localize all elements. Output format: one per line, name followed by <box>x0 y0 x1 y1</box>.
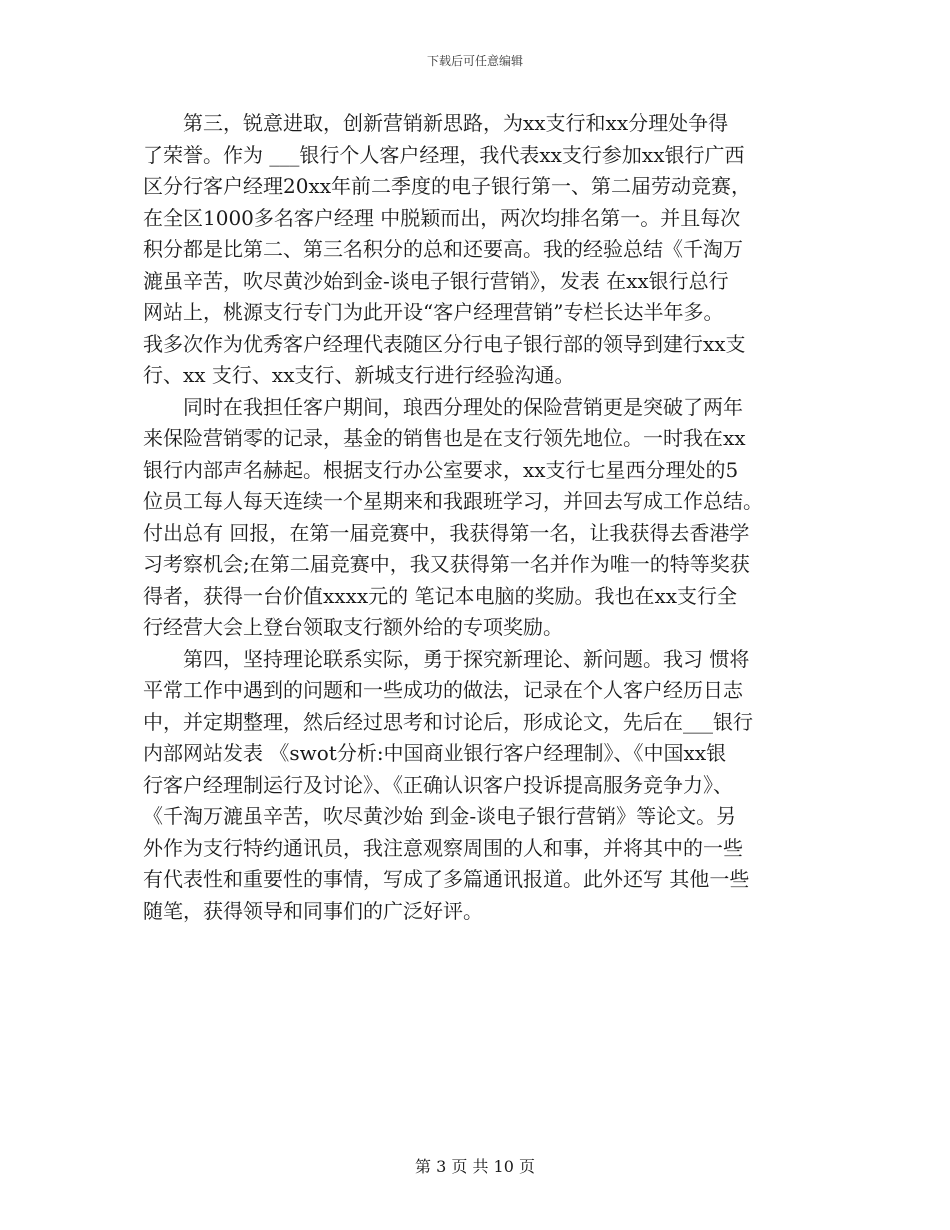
text-line: 同时在我担任客户期间，琅西分理处的保险营销更是突破了两年 <box>143 394 743 419</box>
text-line: 行经营大会上登台领取支行额外给的专项奖励。 <box>143 615 563 639</box>
text-line: 来保险营销零的记录，基金的销售也是在支行领先地位。一时我在xx <box>143 426 746 450</box>
text-line: 积分都是比第二、第三名积分的总和还要高。我的经验总结《千淘万 <box>143 237 743 261</box>
text-line: 得者，获得一台价值xxxx元的 笔记本电脑的奖励。我也在xx支行全 <box>143 583 738 608</box>
text-line: 银行内部声名赫起。根据支行办公室要求，xx支行七星西分理处的5 <box>143 457 739 482</box>
text-line: 中，并定期整理，然后经过思考和讨论后，形成论文，先后在___银行 <box>143 709 753 734</box>
text-line: 在全区1000多名客户经理 中脱颖而出，两次均排名第一。并且每次 <box>143 205 741 230</box>
body-text <box>143 108 813 927</box>
text-line: 随笔，获得领导和同事们的广泛好评。 <box>143 898 483 923</box>
text-line: 外作为支行特约通讯员，我注意观察周围的人和事，并将其中的一些 <box>143 835 743 860</box>
text-line: 《千淘万漉虽辛苦，吹尽黄沙始 到金-谈电子银行营销》等论文。另 <box>143 804 737 828</box>
text-line: 漉虽辛苦，吹尽黄沙始到金-谈电子银行营销》，发表 在xx银行总行 <box>143 268 729 293</box>
text-line: 有代表性和重要性的事情，写成了多篇通讯报道。此外还写 其他一些 <box>143 867 750 891</box>
text-line: 第三，锐意进取，创新营销新思路，为xx支行和xx分理处争得 <box>143 111 729 135</box>
text-line: 位员工每人每天连续一个星期来和我跟班学习，并回去写成工作总结。 <box>143 489 763 513</box>
text-line: 行、xx 支行、xx支行、新城支行进行经验沟通。 <box>143 363 575 387</box>
text-line: 习考察机会;在第二届竞赛中，我又获得第一名并作为唯一的特等奖获 <box>143 552 750 576</box>
text-line: 区分行客户经理20xx年前二季度的电子银行第一、第二届劳动竞赛， <box>143 174 752 198</box>
text-line: 了荣誉。作为 ___银行个人客户经理，我代表xx支行参加xx银行广西 <box>143 142 745 167</box>
page-number-footer: 第 3 页 共 10 页 <box>415 1157 535 1176</box>
text-line: 行客户经理制运行及讨论》、《正确认识客户投诉提高服务竞争力》、 <box>143 772 733 797</box>
text-line: 平常工作中遇到的问题和一些成功的做法，记录在个人客户经历日志 <box>143 678 743 702</box>
text-line: 网站上，桃源支行专门为此开设“客户经理营销”专栏长达半年多。 <box>143 300 724 324</box>
text-line: 内部网站发表 《swot分析:中国商业银行客户经理制》、《中国xx银 <box>143 741 727 765</box>
page-header: 下载后可任意编辑 <box>426 54 523 68</box>
text-line: 第四，坚持理论联系实际，勇于探究新理论、新问题。我习 惯将 <box>143 646 750 671</box>
text-line: 付出总有 回报，在第一届竞赛中，我获得第一名，让我获得去香港学 <box>143 520 750 545</box>
text-line: 我多次作为优秀客户经理代表随区分行电子银行部的领导到建行xx支 <box>143 331 746 356</box>
